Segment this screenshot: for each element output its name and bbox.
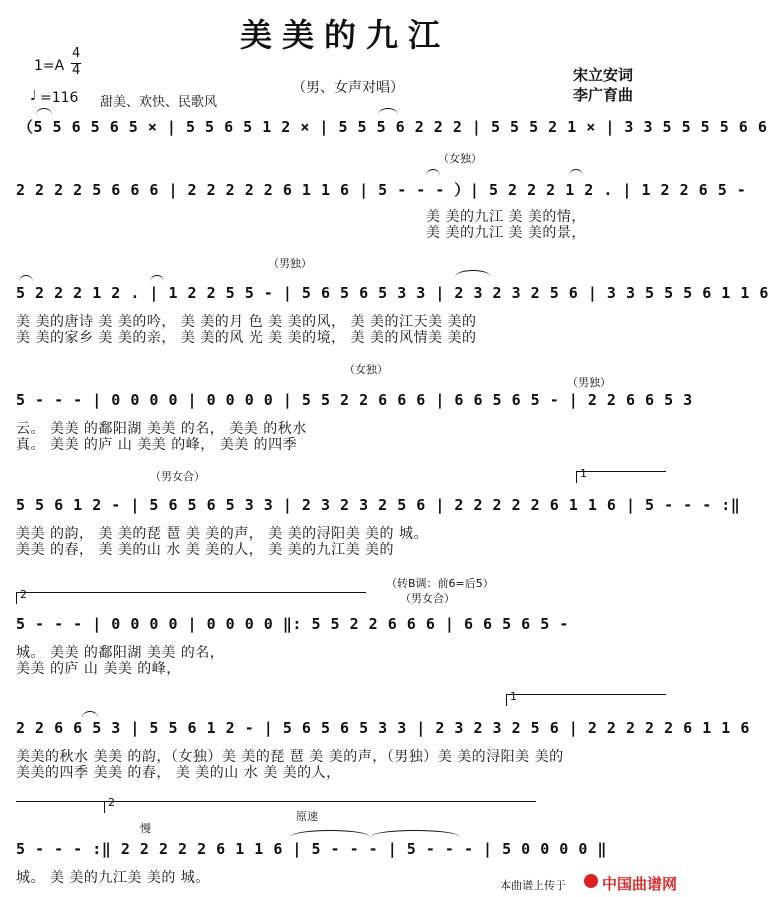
section-label: （男女合） xyxy=(400,592,455,605)
performance-note: （男、女声对唱） xyxy=(292,80,404,96)
lyric-line-2: 美美 的庐 山 美美 的峰， xyxy=(16,661,181,677)
lyric-line-1: 美 美的唐诗 美 美的吟， 美 美的月 色 美 美的风， 美 美的江天美 美的 xyxy=(16,314,477,330)
slur xyxy=(455,270,491,277)
lyric-line-1: 云。 美美 的鄱阳湖 美美 的名， 美美 的秋水 xyxy=(16,421,307,437)
volta-number: 1 xyxy=(580,467,587,480)
notation-row-8: 5 - - - :‖ 2 2 2 2 2 6 1 1 6 | 5 - - - | 5 - - - | 5 0 0 0 0 ‖ xyxy=(16,840,607,858)
quarter-note-icon: ♩ xyxy=(30,88,37,104)
section-label: （男女合） xyxy=(150,470,205,483)
time-signature-top: 4 xyxy=(72,46,81,61)
notation-row-1: （5 5 6 5 6 5 × | 5 5 6 5 1 2 × | 5 5 5 6 2 2 2 | 5 5 5 2 1 × | 3 3 5 5 5 5 6 6 xyxy=(18,118,768,136)
volta-number: 1 xyxy=(510,690,517,703)
lyric-line-1: 美美的秋水 美美 的韵，（女独）美 美的琵 琶 美 美的声，（男独）美 美的浔阳美 美的 xyxy=(16,749,564,765)
key-change-note: （转B调：前6=后5） xyxy=(386,577,494,590)
slur xyxy=(290,830,370,837)
volta-bracket-1 xyxy=(506,694,507,706)
volta-bracket-2 xyxy=(104,801,105,813)
style-marking: 甜美、欢快、民歌风 xyxy=(100,95,218,110)
composer-credit: 李广育曲 xyxy=(573,86,634,104)
volta-bracket-1 xyxy=(576,471,577,483)
section-label: （女独） xyxy=(438,152,482,165)
volta-number: 2 xyxy=(20,588,27,601)
key-signature: 1=A xyxy=(34,58,65,74)
slur xyxy=(36,108,52,115)
volta-line-1 xyxy=(576,471,666,472)
lyric-line-2: 真。 美美 的庐 山 美美 的峰， 美美 的四季 xyxy=(16,437,298,453)
notation-row-5: 5 5 6 1 2 - | 5 6 5 6 5 3 3 | 2 3 2 3 2 5 6 | 2 2 2 2 2 6 1 1 6 | 5 - - - :‖ xyxy=(16,496,741,514)
lyricist-credit: 宋立安词 xyxy=(573,66,634,84)
lyric-line-2: 美美 的春， 美 美的山 水 美 美的人， 美 美的九江美 美的 xyxy=(16,542,395,558)
slur xyxy=(150,275,164,282)
lyric-line-1: 城。 美 美的九江美 美的 城。 xyxy=(16,870,210,886)
volta-bracket-2 xyxy=(16,592,17,604)
section-label: （女独） xyxy=(344,363,388,376)
tempo-marking: =116 xyxy=(40,90,79,106)
volta-line-1 xyxy=(506,694,666,695)
notation-row-2: 2 2 2 2 5 6 6 6 | 2 2 2 2 2 6 1 1 6 | 5 - - - ）| 5 2 2 2 1 2 . | 1 2 2 6 5 - xyxy=(16,181,747,199)
site-name: 中国曲谱网 xyxy=(602,875,678,893)
section-label: （男独） xyxy=(268,257,312,270)
slur xyxy=(569,169,583,176)
slur xyxy=(82,711,98,718)
volta-line-2 xyxy=(16,801,536,802)
lyric-line-1: 美美 的韵， 美 美的琵 琶 美 美的声， 美 美的浔阳美 美的 城。 xyxy=(16,526,429,542)
lyric-line-2: 美 美的家乡 美 美的亲， 美 美的风 光 美 美的境， 美 美的风情美 美的 xyxy=(16,330,477,346)
lyric-line-2: 美美的四季 美美 的春， 美 美的山 水 美 美的人， xyxy=(16,765,341,781)
song-title: 美美的九江 xyxy=(239,16,450,54)
slur xyxy=(19,275,33,282)
tempo-change-slow: 慢 xyxy=(140,822,151,835)
notation-row-3: 5 2 2 2 1 2 . | 1 2 2 5 5 - | 5 6 5 6 5 3 3 | 2 3 2 3 2 5 6 | 3 3 5 5 5 6 1 1 6 xyxy=(16,284,769,302)
notation-row-7: 2 2 6 6 5 3 | 5 5 6 1 2 - | 5 6 5 6 5 3 3 | 2 3 2 3 2 5 6 | 2 2 2 2 2 6 1 1 6 xyxy=(16,719,750,737)
time-signature-bottom: 4 xyxy=(72,63,81,78)
site-logo-icon xyxy=(584,874,598,888)
slur xyxy=(370,830,460,837)
notation-row-6: 5 - - - | 0 0 0 0 | 0 0 0 0 ‖: 5 5 2 2 6 6 6 | 6 6 5 6 5 - xyxy=(16,615,569,633)
volta-line-2 xyxy=(16,592,366,593)
lyric-line-2: 美 美的九江 美 美的景， xyxy=(426,225,586,241)
tempo-change-original: 原速 xyxy=(296,810,318,823)
upload-note: 本曲谱上传于 xyxy=(500,879,566,892)
lyric-line-1: 美 美的九江 美 美的情， xyxy=(426,209,586,225)
slur xyxy=(378,108,398,115)
section-label: （男独） xyxy=(567,376,611,389)
volta-number: 2 xyxy=(108,796,115,809)
notation-row-4: 5 - - - | 0 0 0 0 | 0 0 0 0 | 5 5 2 2 6 6 6 | 6 6 5 6 5 - | 2 2 6 6 5 3 xyxy=(16,391,693,409)
slur xyxy=(426,169,440,176)
lyric-line-1: 城。 美美 的鄱阳湖 美美 的名， xyxy=(16,645,225,661)
